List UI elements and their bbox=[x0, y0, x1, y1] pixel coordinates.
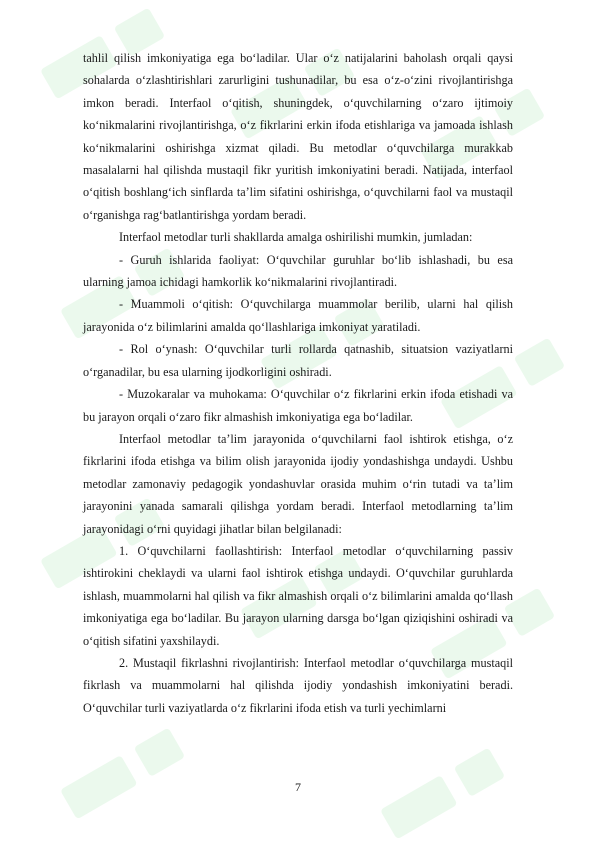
list-item: - Muammoli oʻqitish: Oʻquvchilarga muammolar berilib, ularni hal qilish jarayonida oʻz bilimlarini amalda qoʻllashlariga imkoniyat yaratiladi. bbox=[83, 297, 513, 334]
paragraph: tahlil qilish imkoniyatiga ega boʻladilar. Ular oʻz natijalarini baholash orqali qaysi sohalarda oʻzlashtirishlari zarurligini tushunadilar, bu esa oʻz-oʻzini rivojlantirishga imkon beradi. Interfaol oʻqitish, shuningdek, oʻquvchilarning oʻzaro ijtimoiy koʻnikmalarini rivojlantirishga, oʻz fikrlarini erkin ifoda etishlariga va jamoada ishlash koʻnikmalarini oshirishga xizmat qiladi. Bu metodlar oʻquvchilarga murakkab masalalarni hal qilishda mustaqil fikr yuritish imkoniyatini beradi. Natijada, interfaol oʻqitish boshlangʻich sinflarda taʼlim sifatini oshirishga, oʻquvchilarni faol va mustaqil oʻrganishga ragʻbatlantirishga yordam beradi. bbox=[83, 51, 513, 222]
paragraph: Interfaol metodlar taʼlim jarayonida oʻquvchilarni faol ishtirok etishga, oʻz fikrlarini ifoda etishga va bilim olish jarayonida ijodiy yondashishga undaydi. Ushbu metodlar zamonaviy pedagogik yondashuvlar orasida muhim oʻrin tutadi va taʼlim jarayonini yanada samarali qilishga yordam beradi. Interfaol metodlarning taʼlim jarayonidagi oʻrni quyidagi jihatlar bilan belgilanadi: bbox=[83, 431, 513, 536]
page-number: 7 bbox=[295, 780, 301, 794]
numbered-item: 2. Mustaqil fikrlashni rivojlantirish: Interfaol metodlar oʻquvchilarga mustaqil fikrlash va muammolarni hal qilishda ijodiy yondashish imkoniyatini beradi. Oʻquvchilar turli vaziyatlarda oʻz fikrlarini ifoda etish va turli yechimlarni bbox=[83, 655, 513, 715]
numbered-item: 1. Oʻquvchilarni faollashtirish: Interfaol metodlar oʻquvchilarning passiv ishtirokini cheklaydi va ularni faol ishtirok etishga undaydi. Oʻquvchilar guruhlarda ishlash, muammolarni hal qilish va fikr almashish orqali oʻz bilimlarini amalda qoʻllash imkoniyatiga ega boʻladilar. Bu jarayon ularning darsga boʻlgan qiziqishini oshiradi va oʻqitish sifatini yaxshilaydi. bbox=[83, 543, 513, 648]
document-body bbox=[83, 47, 513, 719]
list-item: - Guruh ishlarida faoliyat: Oʻquvchilar guruhlar boʻlib ishlashadi, bu esa ularning jamoa ichidagi hamkorlik koʻnikmalarini rivojlantiradi. bbox=[83, 252, 513, 290]
list-item: - Rol oʻynash: Oʻquvchilar turli rollarda qatnashib, situatsion vaziyatlarni oʻrganadilar, bu esa ularning ijodkorligini oshiradi. bbox=[83, 342, 513, 379]
watermark-logo-icon bbox=[60, 728, 185, 820]
paragraph: Interfaol metodlar turli shakllarda amalga oshirilishi mumkin, jumladan: bbox=[119, 230, 473, 245]
list-item: - Muzokaralar va muhokama: Oʻquvchilar oʻz fikrlarini erkin ifoda etishadi va bu jarayon orqali oʻzaro fikr almashish imkoniyatiga ega boʻladilar. bbox=[83, 387, 513, 424]
